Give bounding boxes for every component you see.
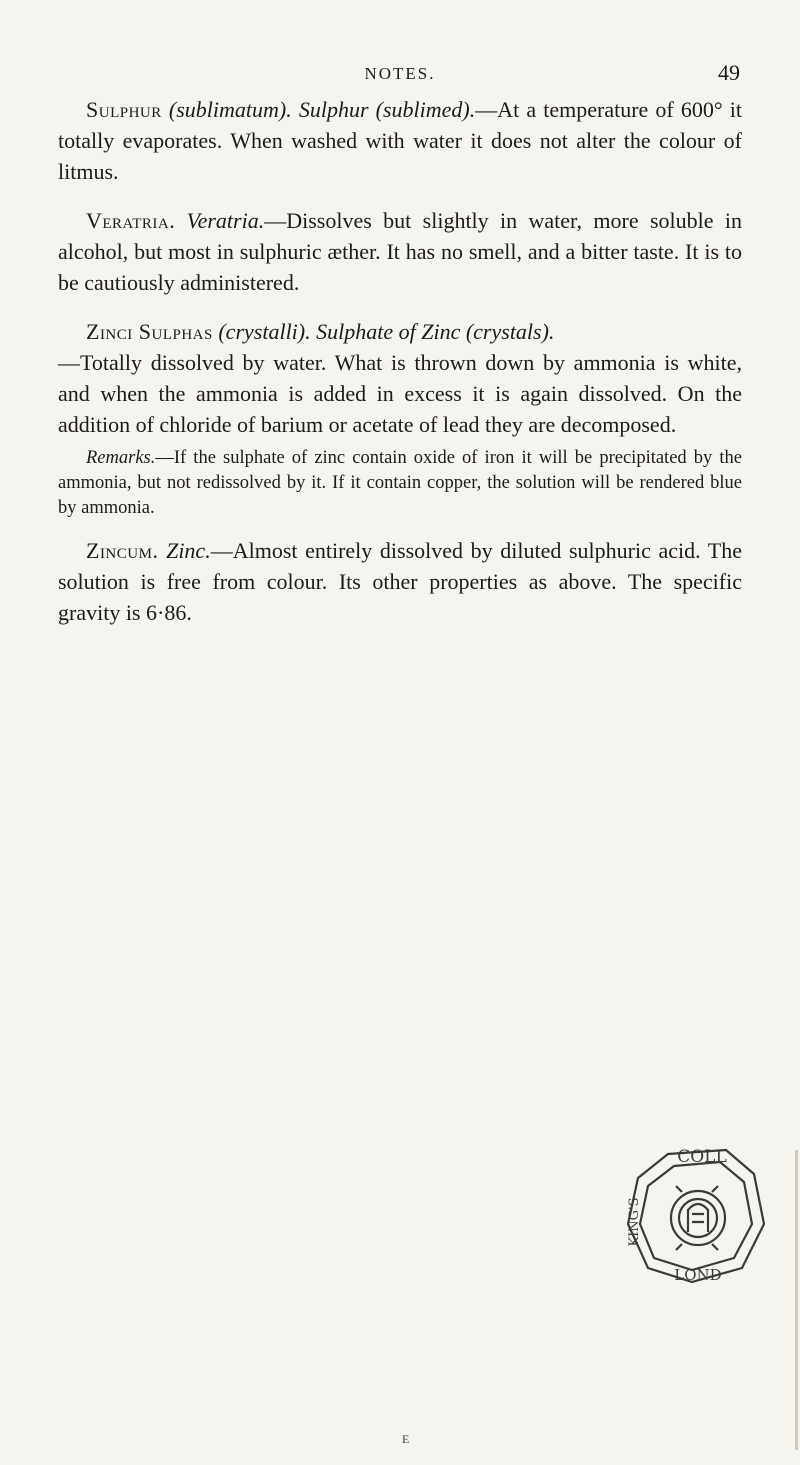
entry-latin: (sublimatum). <box>168 97 292 122</box>
entry-english-paren: (crystals). <box>465 319 555 344</box>
page-number: 49 <box>718 60 740 85</box>
entry-heading: Veratria. <box>86 208 176 233</box>
entry-english: Sulphur <box>298 97 369 122</box>
entry-heading: Sulphur <box>86 97 162 122</box>
stamp-text-left: KING'S <box>627 1197 642 1247</box>
entry-latin: (crystalli). <box>218 319 311 344</box>
entry-english-paren: (sublimed). <box>375 97 476 122</box>
entry-heading: Zinci Sulphas <box>86 319 213 344</box>
remarks-label: Remarks. <box>86 448 156 468</box>
remarks-text: —If the sulphate of zinc contain oxide of iron it will be precipitated by the ammonia, but not redissolved by it. If it contain copper, the solution will be rendered blue by ammonia. <box>58 448 742 518</box>
body-text <box>58 94 742 628</box>
entry-text: —Dissolves but slightly in water, more soluble in alcohol, but most in sulphuric æther. It has no smell, and a bitter taste. It is to be cautiously administered. <box>58 208 742 295</box>
stamp-text-top: COLL <box>677 1147 727 1167</box>
running-title: NOTES. <box>364 64 436 83</box>
signature-mark: E <box>402 1432 410 1446</box>
running-head <box>60 62 740 92</box>
library-seal-stamp-icon <box>618 1140 770 1290</box>
entry-text: —Almost entirely dissolved by diluted sulphuric acid. The solution is free from colour. Its other properties as above. The specific gravity is 6·86. <box>58 538 742 625</box>
entry-sulphur <box>58 94 742 187</box>
entry-english: Zinc. <box>166 538 211 563</box>
stamp-text-bottom: LOND <box>674 1266 722 1284</box>
entry-zincum <box>58 535 742 628</box>
remarks-note <box>58 446 742 521</box>
entry-zinci-sulphas <box>58 316 742 440</box>
entry-english: Veratria. <box>186 208 265 233</box>
entry-heading: Zincum. <box>86 538 159 563</box>
entry-veratria <box>58 205 742 298</box>
entry-english: Sulphate of Zinc <box>316 319 461 344</box>
entry-text: —Totally dissolved by water. What is thrown down by ammonia is white, and when the ammonia is added in excess it is again dissolved. On the addition of chloride of barium or acetate of lead they are decomposed. <box>58 350 742 437</box>
entry-text: —At a temperature of 600° it totally evaporates. When washed with water it does not alter the colour of litmus. <box>58 97 743 184</box>
page-edge-divider <box>795 1150 798 1450</box>
